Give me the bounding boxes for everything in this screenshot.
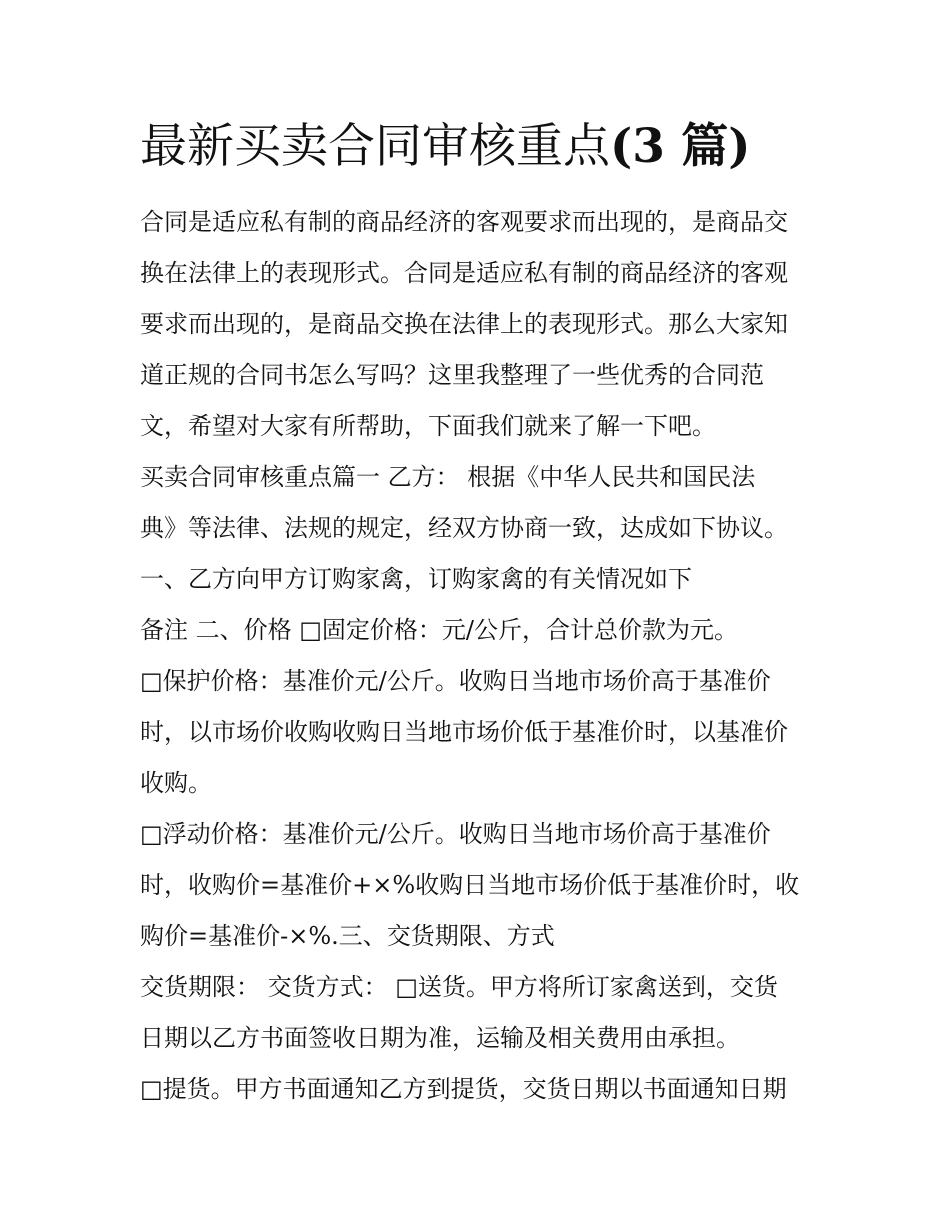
text-line: 要求而出现的，是商品交换在法律上的表现形式。那么大家知 (140, 310, 788, 338)
text-line: 典》等法律、法规的规定，经双方协商一致，达成如下协议。 (140, 514, 788, 542)
text-line: 收购。 (140, 769, 212, 797)
text-line: 买卖合同审核重点篇一 乙方： 根据《中华人民共和国民法 (140, 463, 756, 491)
text-line: 日期以乙方书面签收日期为准，运输及相关费用由承担。 (140, 1024, 740, 1052)
text-line: □提货。甲方书面通知乙方到提货，交货日期以书面通知日期 (140, 1075, 787, 1103)
text-line: 时，收购价=基准价+×%收购日当地市场价低于基准价时，收 (140, 871, 800, 899)
text-line: 购价=基准价-×%.三、交货期限、方式 (140, 922, 555, 950)
title-main: 最新买卖合同审核重点 (140, 119, 610, 174)
text-line: 备注 二、价格 □固定价格：元/公斤，合计总价款为元。 (140, 616, 739, 644)
title-count: (3 篇) (610, 119, 751, 174)
text-line: □保护价格：基准价元/公斤。收购日当地市场价高于基准价 (140, 667, 771, 695)
document-body (140, 197, 820, 1115)
page-title (140, 112, 751, 182)
text-line: 文，希望对大家有所帮助，下面我们就来了解一下吧。 (140, 412, 716, 440)
text-line: 一、乙方向甲方订购家禽，订购家禽的有关情况如下 (140, 565, 692, 593)
text-line: 道正规的合同书怎么写吗？这里我整理了一些优秀的合同范 (140, 361, 764, 389)
text-line: 合同是适应私有制的商品经济的客观要求而出现的，是商品交 (140, 208, 788, 236)
text-line: □浮动价格：基准价元/公斤。收购日当地市场价高于基准价 (140, 820, 771, 848)
text-line: 换在法律上的表现形式。合同是适应私有制的商品经济的客观 (140, 259, 788, 287)
text-line: 交货期限： 交货方式： □送货。甲方将所订家禽送到，交货 (140, 973, 778, 1001)
text-line: 时，以市场价收购收购日当地市场价低于基准价时，以基准价 (140, 718, 788, 746)
